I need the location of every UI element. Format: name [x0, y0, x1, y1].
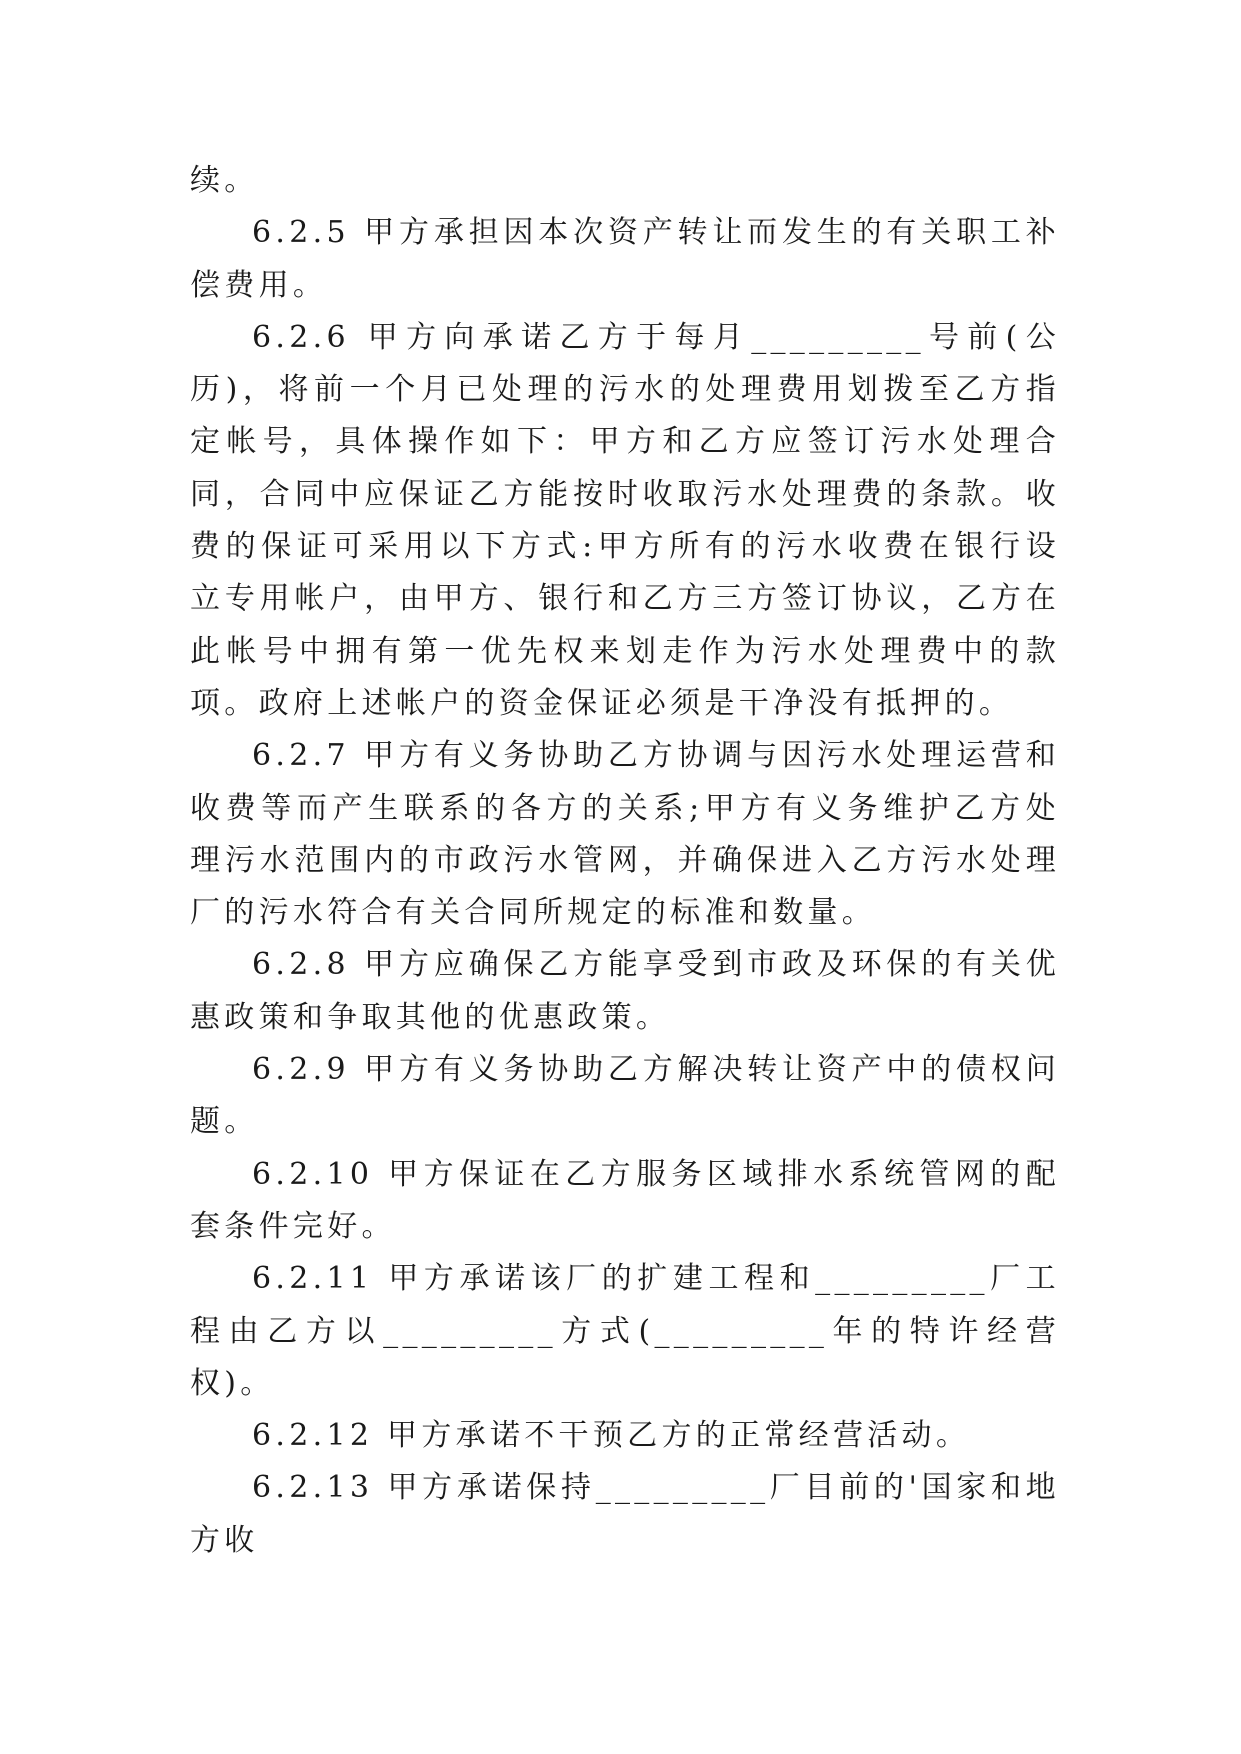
clause-6-2-11: 6.2.11 甲方承诺该厂的扩建工程和_________厂工程由乙方以_________方式(_________年的特许经营权)。	[190, 1261, 1060, 1401]
clause-6-2-7: 6.2.7 甲方有义务协助乙方协调与因污水处理运营和收费等而产生联系的各方的关系;甲方有义务维护乙方处理污水范围内的市政污水管网，并确保进入乙方污水处理厂的污水符合有关合同所规定的标准和数量。	[190, 738, 1060, 931]
clause-6-2-9: 6.2.9 甲方有义务协助乙方解决转让资产中的债权问题。	[190, 1052, 1060, 1140]
clause-6-2-5: 6.2.5 甲方承担因本次资产转让而发生的有关职工补偿费用。	[190, 215, 1060, 303]
clause-6-2-8: 6.2.8 甲方应确保乙方能享受到市政及环保的有关优惠政策和争取其他的优惠政策。	[190, 947, 1060, 1035]
clause-6-2-6: 6.2.6 甲方向承诺乙方于每月_________号前(公历)，将前一个月已处理的污水的处理费用划拨至乙方指定帐号，具体操作如下：甲方和乙方应签订污水处理合同，合同中应保证乙方能按时收取污水处理费的条款。收费的保证可采用以下方式:甲方所有的污水收费在银行设立专用帐户，由甲方、银行和乙方三方签订协议，乙方在此帐号中拥有第一优先权来划走作为污水处理费中的款项。政府上述帐户的资金保证必须是干净没有抵押的。	[190, 319, 1060, 721]
paragraph-continuation: 续。	[190, 163, 259, 198]
clause-6-2-13: 6.2.13 甲方承诺保持_________厂目前的'国家和地方收	[190, 1470, 1060, 1558]
document-body	[190, 155, 1060, 1567]
clause-6-2-10: 6.2.10 甲方保证在乙方服务区域排水系统管网的配套条件完好。	[190, 1156, 1060, 1244]
clause-6-2-12: 6.2.12 甲方承诺不干预乙方的正常经营活动。	[252, 1418, 971, 1454]
